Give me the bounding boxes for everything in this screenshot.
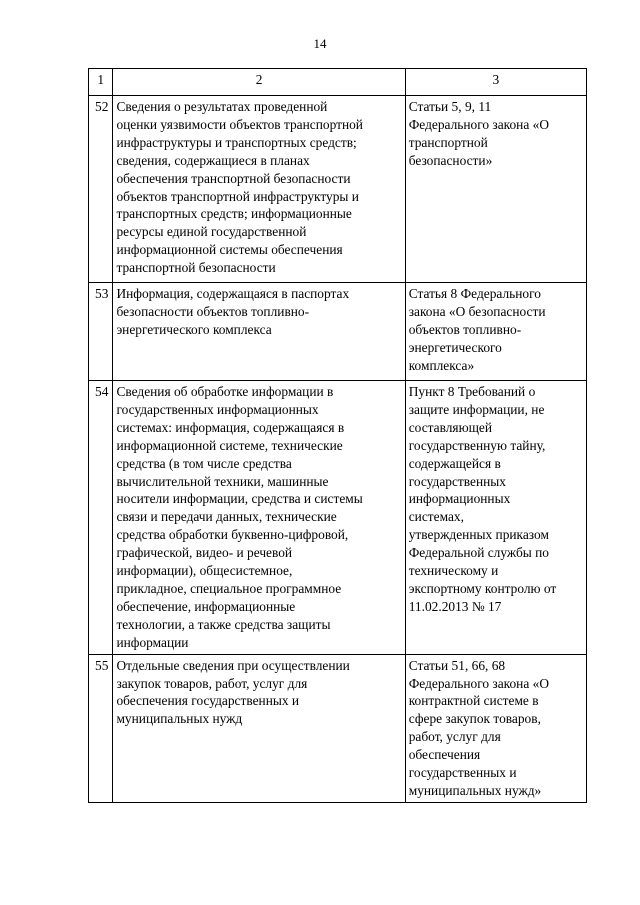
row-basis: Статья 8 Федерального закона «О безопасности объектов топливно- энергетического комплекса» (405, 283, 586, 381)
row-number: 54 (89, 381, 113, 655)
table-row (89, 283, 587, 381)
row-basis: Пункт 8 Требований о защите информации, не составляющей государственную тайну, содержащейся в государственных информационных системах, утвержденных приказом Федеральной службы по техническому и экспортному контролю от 11.02.2013 № 17 (405, 381, 586, 655)
row-basis: Статьи 51, 66, 68 Федерального закона «О контрактной системе в сфере закупок товаров, работ, услуг для обеспечения государственных и муниципальных нужд» (405, 654, 586, 802)
row-description: Сведения об обработке информации в государственных информационных системах: информация, содержащаяся в информационной системе, технические средства (в том числе средства вычислительной техники, машинные носители информации, средства и системы связи и передачи данных, технические средства обработки буквенно-цифровой, графической, видео- и речевой информации), общесистемное, прикладное, специальное программное обеспечение, информационные технологии, а также средства защиты информации (113, 381, 405, 655)
header-cell-number: 1 (89, 69, 113, 96)
row-description: Информация, содержащаяся в паспортах безопасности объектов топливно- энергетического комплекса (113, 283, 405, 381)
row-description: Отдельные сведения при осуществлении закупок товаров, работ, услуг для обеспечения государственных и муниципальных нужд (113, 654, 405, 802)
row-number: 53 (89, 283, 113, 381)
header-cell-basis: 3 (405, 69, 586, 96)
table-header-row (89, 69, 587, 96)
header-cell-description: 2 (113, 69, 405, 96)
table-row (89, 381, 587, 655)
row-description: Сведения о результатах проведенной оценки уязвимости объектов транспортной инфраструктуры и транспортных средств; сведения, содержащиеся в планах обеспечения транспортной безопасности объектов транспортной инфраструктуры и транспортных средств; информационные ресурсы единой государственной информационной системы обеспечения транспортной безопасности (113, 96, 405, 283)
row-number: 52 (89, 96, 113, 283)
document-table (88, 68, 587, 803)
table-row (89, 96, 587, 283)
table-row (89, 654, 587, 802)
row-basis: Статьи 5, 9, 11 Федерального закона «О транспортной безопасности» (405, 96, 586, 283)
row-number: 55 (89, 654, 113, 802)
page-number: 14 (313, 36, 327, 51)
